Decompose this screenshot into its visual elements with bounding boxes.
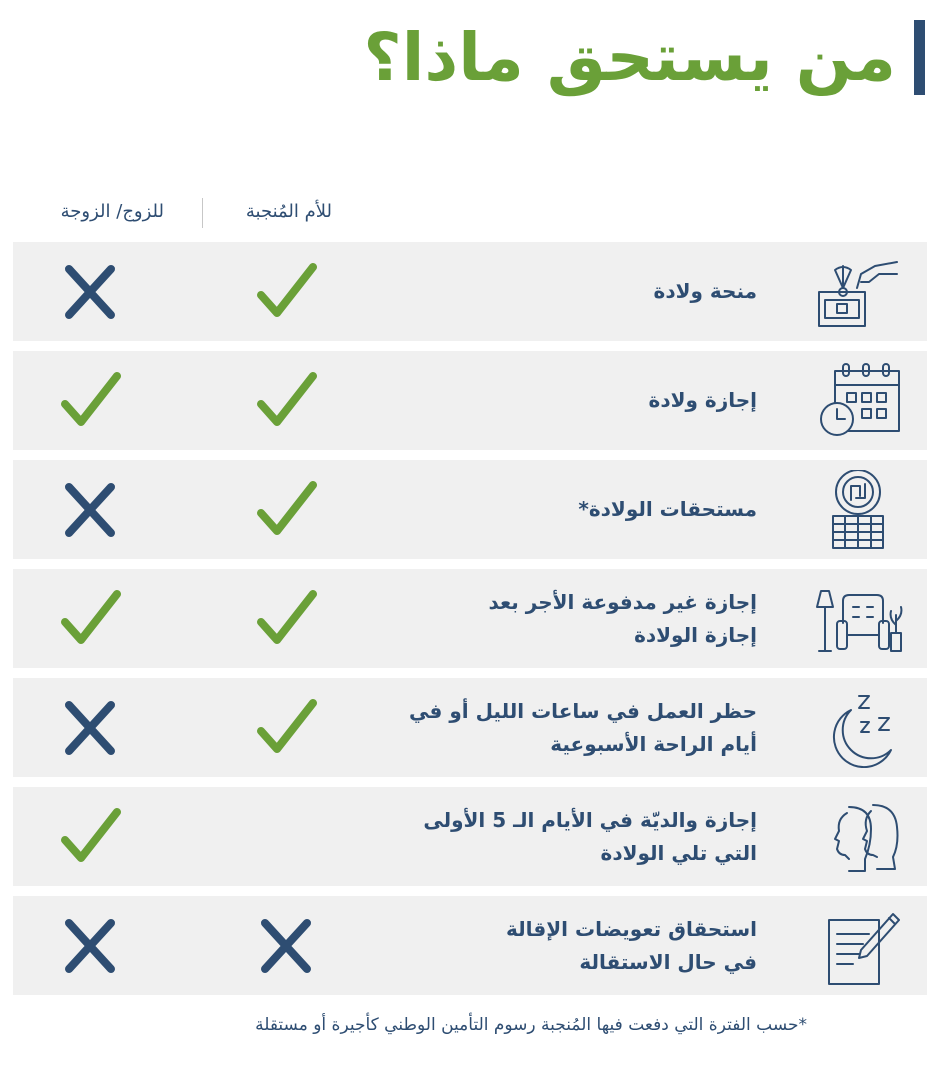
cross-icon — [59, 697, 121, 759]
birth-grant-icon — [813, 252, 907, 332]
check-icon — [255, 261, 317, 323]
table-row — [13, 242, 927, 341]
table-row — [13, 569, 927, 668]
row-label: استحقاق تعويضات الإقالة في حال الاستقالة — [506, 916, 757, 974]
shekel-coins-icon — [813, 470, 907, 550]
calendar-clock-icon — [813, 361, 907, 441]
table-row — [13, 678, 927, 777]
check-icon — [255, 588, 317, 650]
row-label: إجازة غير مدفوعة الأجر بعد إجازة الولادة — [488, 589, 757, 647]
title-accent-bar — [914, 20, 925, 95]
notepad-pen-icon — [813, 906, 907, 986]
footnote: *حسب الفترة التي دفعت فيها المُنجبة رسوم التأمين الوطني كأجيرة أو مستقلة — [255, 1015, 807, 1035]
table-row — [13, 460, 927, 559]
table-row — [13, 787, 927, 886]
cross-icon — [59, 479, 121, 541]
check-icon — [255, 370, 317, 432]
table-row — [13, 351, 927, 450]
two-faces-icon — [813, 797, 907, 877]
check-icon — [59, 370, 121, 432]
moon-sleep-icon — [813, 688, 907, 768]
column-divider — [202, 198, 203, 228]
row-label: منحة ولادة — [653, 279, 757, 303]
check-icon — [255, 479, 317, 541]
cross-icon — [59, 261, 121, 323]
table-row — [13, 896, 927, 995]
row-label: مستحقات الولادة* — [578, 497, 757, 521]
cross-icon — [59, 915, 121, 977]
armchair-lamp-icon — [813, 579, 907, 659]
row-label: إجازة والديّة في الأيام الـ 5 الأولى التي تلي الولادة — [423, 807, 757, 865]
row-label: إجازة ولادة — [648, 388, 757, 412]
column-header-mother: للأم المُنجبة — [245, 201, 332, 222]
cross-icon — [255, 915, 317, 977]
page-title: من يستحق ماذا؟ — [363, 19, 896, 96]
check-icon — [59, 588, 121, 650]
check-icon — [255, 697, 317, 759]
check-icon — [59, 806, 121, 868]
row-label: حظر العمل في ساعات الليل أو في أيام الراحة الأسبوعية — [409, 698, 757, 756]
column-header-partner: للزوج/ الزوجة — [60, 201, 164, 222]
